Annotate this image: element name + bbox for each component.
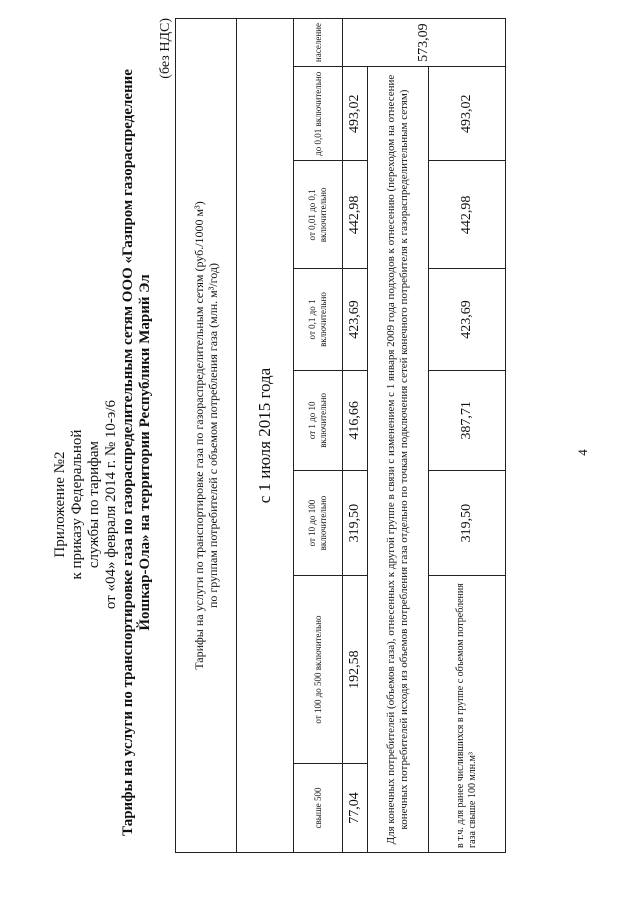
group-header: от 10 до 100 включительно [294,470,343,575]
tariff-value: 319,50 [343,470,368,575]
group-header: от 0,01 до 0,1 включительно [294,161,343,269]
tariff-value: 416,66 [343,370,368,470]
title-line: Йошкар-Ола» на территории Республики Марий Эл [137,274,153,631]
appendix-line: от «04» февраля 2014 г. № 10-э/6 [103,400,119,610]
transition-note: Для конечных потребителей (объемов газа), отнесенных к другой группе в связи с изменением с 1 января 2009 года подходов к отнесению (переходом на отнесение конечных потребителей исходя из объемов потребления газа отдельно по точкам подключения сетей конечного потребителя к газораспределительным сетям) [368,67,429,853]
appendix-line: Приложение №2 [52,451,68,558]
tariff-value: 442,98 [343,161,368,269]
sub-tariff-value: 319,50 [429,470,506,575]
appendix-header [52,400,120,609]
group-header: свыше 500 [294,763,343,852]
tariff-value: 77,04 [343,763,368,852]
title-line: Тарифы на услуги по транспортировке газа по газораспределительным сетям ООО «Газпром газораспределение [120,69,136,836]
sub-tariff-value: 493,02 [429,67,506,161]
tariff-value: 192,58 [343,576,368,764]
sub-group-label: в т.ч. для ранее числившихся в группе с объемом потребления газа свыше 100 млн.м³ [429,576,506,853]
period-header: с 1 июля 2015 года [237,19,294,853]
page-number: 4 [575,449,590,456]
group-header: от 0,1 до 1 включительно [294,269,343,370]
document-title [120,0,154,905]
appendix-line: службы по тарифам [86,440,102,569]
no-vat-note: (без НДС) [158,18,173,79]
group-header: до 0,01 включительно [294,67,343,161]
sub-tariff-value: 387,71 [429,370,506,470]
caption-line: Тарифы на услуги по транспортировке газа по газораспределительным сетям (руб./1000 м³) [192,201,206,670]
appendix-line: к приказу Федеральной [69,429,85,580]
population-tariff-value: 573,09 [343,19,506,67]
group-header: население [294,19,343,67]
sub-tariff-value: 442,98 [429,161,506,269]
tariff-value: 423,69 [343,269,368,370]
caption-line: по группам потребителей с объемом потребления газа (млн. м³/год) [206,262,220,609]
tariff-table [175,18,506,853]
group-header: от 100 до 500 включительно [294,576,343,764]
tariff-value: 493,02 [343,67,368,161]
table-caption [176,19,237,853]
sub-tariff-value: 423,69 [429,269,506,370]
group-header: от 1 до 10 включительно [294,370,343,470]
